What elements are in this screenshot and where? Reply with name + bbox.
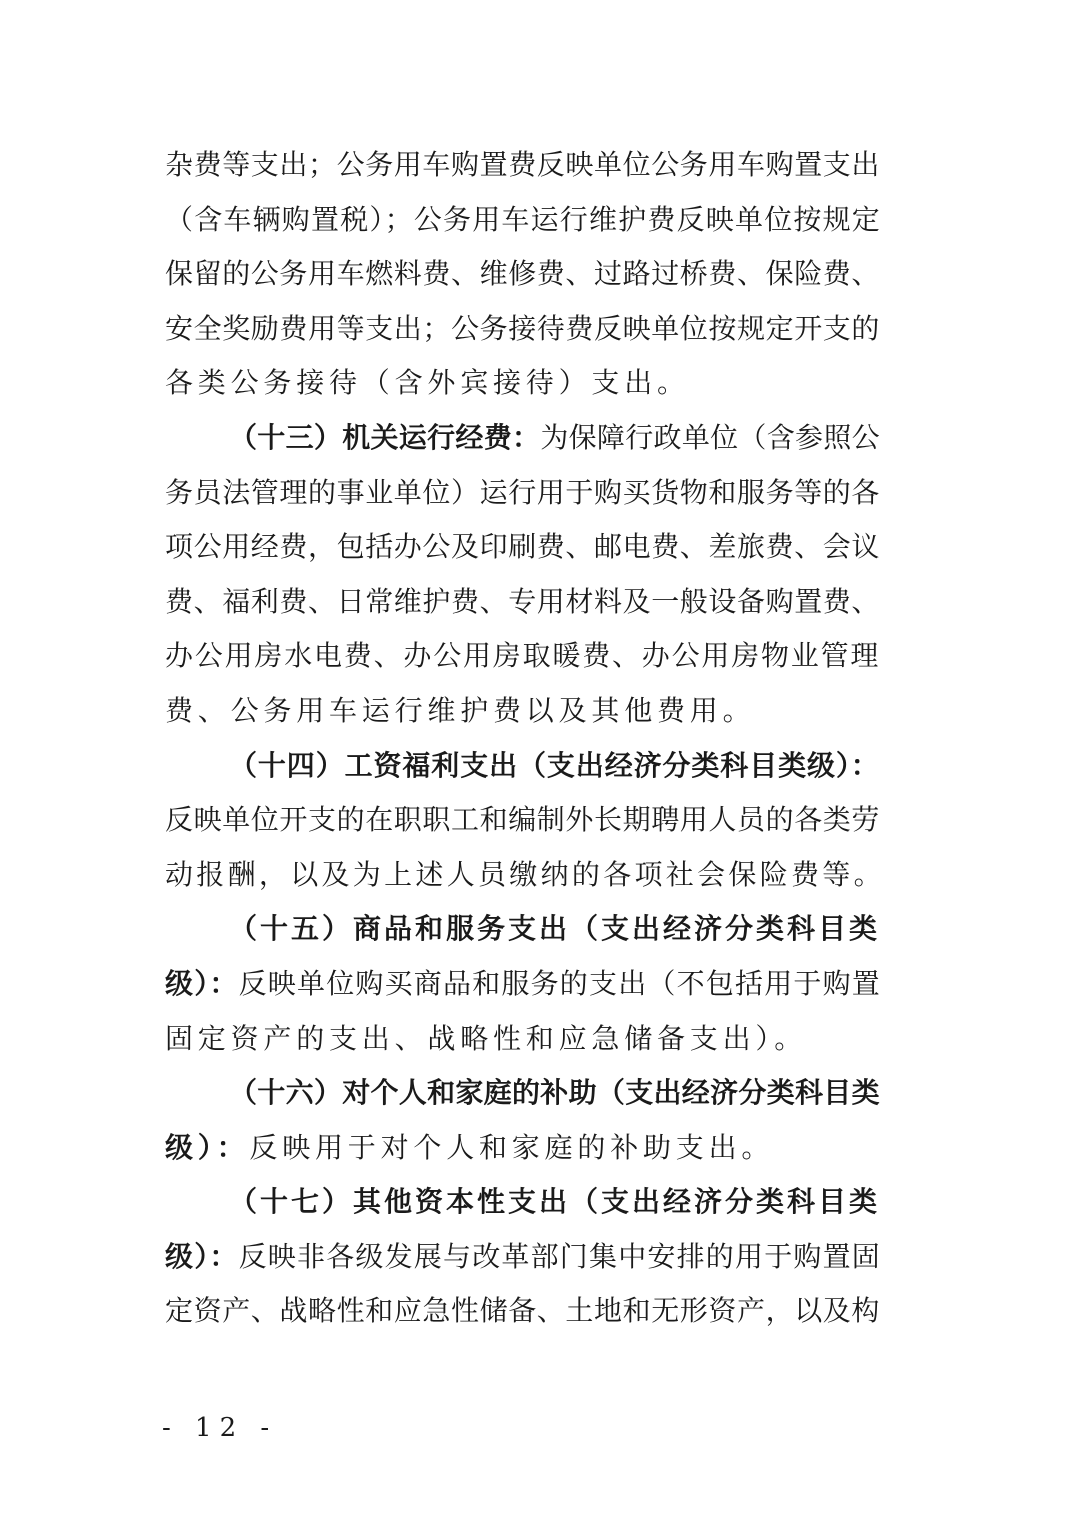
bold-text-segment: （十七）其他资本性支出（支出经济分类科目类	[229, 1185, 881, 1219]
paragraph-heading-line	[165, 902, 885, 957]
text-line	[165, 575, 885, 630]
text-segment: 动报酬，以及为上述人员缴纳的各项社会保险费等。	[165, 857, 885, 891]
paragraph-heading-line	[165, 1175, 885, 1230]
paragraph-heading-line	[165, 739, 885, 794]
text-line	[165, 957, 885, 1012]
text-segment: （含车辆购置税）；公务用车运行维护费反映单位按规定	[165, 202, 882, 236]
text-segment: 务员法管理的事业单位）运行用于购买货物和服务等的各	[165, 475, 881, 509]
bold-text-segment: 级）：	[165, 1130, 250, 1164]
text-segment: 办公用房水电费、办公用房取暖费、办公用房物业管理	[165, 639, 881, 673]
text-line	[165, 247, 885, 302]
text-segment: 杂费等支出；公务用车购置费反映单位公务用车购置支出	[165, 148, 881, 181]
text-line	[165, 1230, 885, 1285]
text-line	[165, 193, 885, 248]
text-line	[165, 302, 885, 357]
text-line	[165, 1012, 885, 1067]
bold-text-segment: （十六）对个人和家庭的补助（支出经济分类科目类	[229, 1076, 880, 1110]
page-number: - 12 -	[162, 1413, 278, 1443]
text-segment: 定资产、战略性和应急性储备、土地和无形资产，以及构	[165, 1294, 881, 1328]
text-line	[165, 1284, 885, 1339]
text-segment: 费、福利费、日常维护费、专用材料及一般设备购置费、	[165, 584, 881, 618]
text-segment: 费、公务用车运行维护费以及其他费用。	[165, 693, 756, 727]
text-line	[165, 793, 885, 848]
text-segment: 为保障行政单位（含参照公	[540, 420, 880, 454]
text-segment: 反映用于对个人和家庭的补助支出。	[249, 1130, 775, 1164]
text-segment: 安全奖励费用等支出；公务接待费反映单位按规定开支的	[165, 311, 881, 345]
bold-text-segment: （十五）商品和服务支出（支出经济分类科目类	[229, 912, 881, 946]
text-line	[165, 684, 885, 739]
text-segment: 固定资产的支出、战略性和应急储备支出）。	[165, 1021, 808, 1055]
bold-text-segment: （十三）机关运行经费：	[229, 420, 541, 454]
text-line	[165, 629, 885, 684]
bold-text-segment: 级）：	[165, 1239, 239, 1273]
bold-text-segment: 级）：	[165, 966, 239, 1000]
text-line	[165, 466, 885, 521]
body-text	[165, 138, 885, 1339]
paragraph-heading-line	[165, 1066, 885, 1121]
text-segment: 各类公务接待（含外宾接待）支出。	[165, 366, 690, 400]
text-segment: 反映单位购买商品和服务的支出（不包括用于购置	[238, 966, 882, 1000]
text-segment: 保留的公务用车燃料费、维修费、过路过桥费、保险费、	[165, 257, 881, 291]
text-segment: 反映非各级发展与改革部门集中安排的用于购置固	[238, 1239, 882, 1273]
text-line	[165, 1121, 885, 1176]
text-line	[165, 848, 885, 903]
bold-text-segment: （十四）工资福利支出（支出经济分类科目类级）：	[229, 748, 880, 782]
text-line	[165, 356, 885, 411]
text-line	[165, 138, 885, 193]
text-segment: 项公用经费，包括办公及印刷费、邮电费、差旅费、会议	[165, 530, 881, 564]
text-segment: 反映单位开支的在职职工和编制外长期聘用人员的各类劳	[165, 803, 881, 837]
paragraph-heading-line	[165, 411, 885, 466]
text-line	[165, 520, 885, 575]
